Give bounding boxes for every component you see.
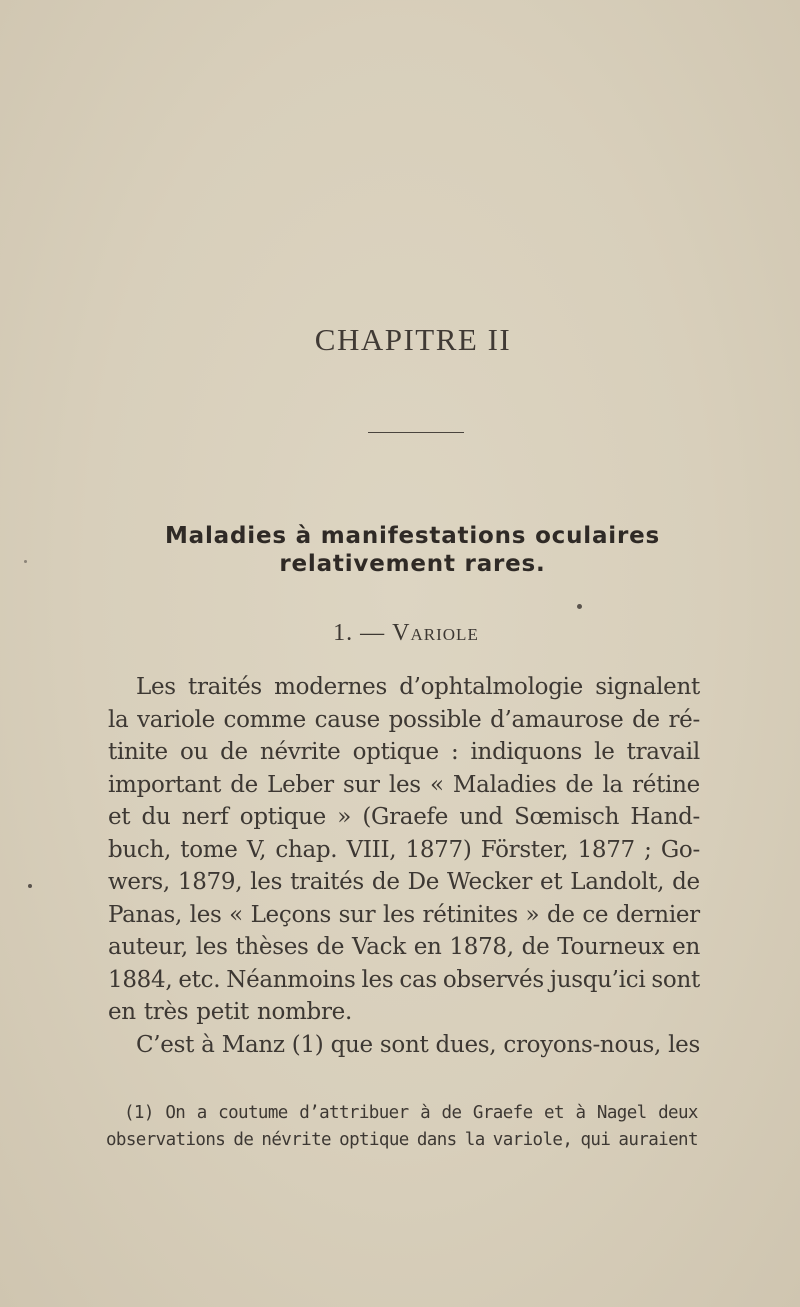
- ink-speck: [28, 884, 32, 888]
- text-line: Les traités modernes d’ophtalmologie signalent: [136, 674, 700, 700]
- text-line: la variole comme cause possible d’amaurose de ré-: [108, 706, 700, 733]
- text-line: important de Leber sur les « Maladies de la rétine: [108, 771, 700, 798]
- footnote-line: (1) On a coutume d’attribuer à de Graefe et à Nagel deux: [124, 1103, 698, 1123]
- subsection-heading: [0, 620, 800, 647]
- ink-speck: [24, 560, 27, 563]
- chapter-title: CHAPITRE II: [314, 322, 512, 357]
- text-line: buch, tome V, chap. VIII, 1877) Förster, 1877 ; Go-: [108, 836, 700, 863]
- text-line: et du nerf optique » (Graefe und Sœmisch Hand-: [108, 804, 700, 830]
- body-paragraphs: [108, 671, 700, 1061]
- text-line: tinite ou de névrite optique : indiquons le travail: [108, 739, 700, 765]
- section-heading-line-1: Maladies à manifestations oculaires: [164, 523, 661, 549]
- footnote: [106, 1100, 698, 1154]
- section-heading: [150, 522, 675, 578]
- subsection-number: 1. —: [333, 620, 386, 646]
- title-divider-rule: [368, 432, 464, 433]
- footnote-line: observations de névrite optique dans la variole, qui auraient: [106, 1130, 698, 1150]
- text-line: C’est à Manz (1) que sont dues, croyons-nous, les: [136, 1031, 700, 1058]
- text-line: en très petit nombre.: [108, 999, 352, 1025]
- text-line: auteur, les thèses de Vack en 1878, de Tourneux en: [108, 934, 700, 960]
- text-line: Panas, les « Leçons sur les rétinites » de ce dernier: [108, 901, 700, 928]
- text-line: 1884, etc. Néanmoins les cas observés jusqu’ici sont: [108, 966, 700, 993]
- subsection-title: Variole: [392, 620, 479, 646]
- text-line: wers, 1879, les traités de De Wecker et Landolt, de: [108, 869, 700, 895]
- section-heading-line-2: relativement rares.: [279, 551, 546, 577]
- ink-speck: [577, 604, 582, 609]
